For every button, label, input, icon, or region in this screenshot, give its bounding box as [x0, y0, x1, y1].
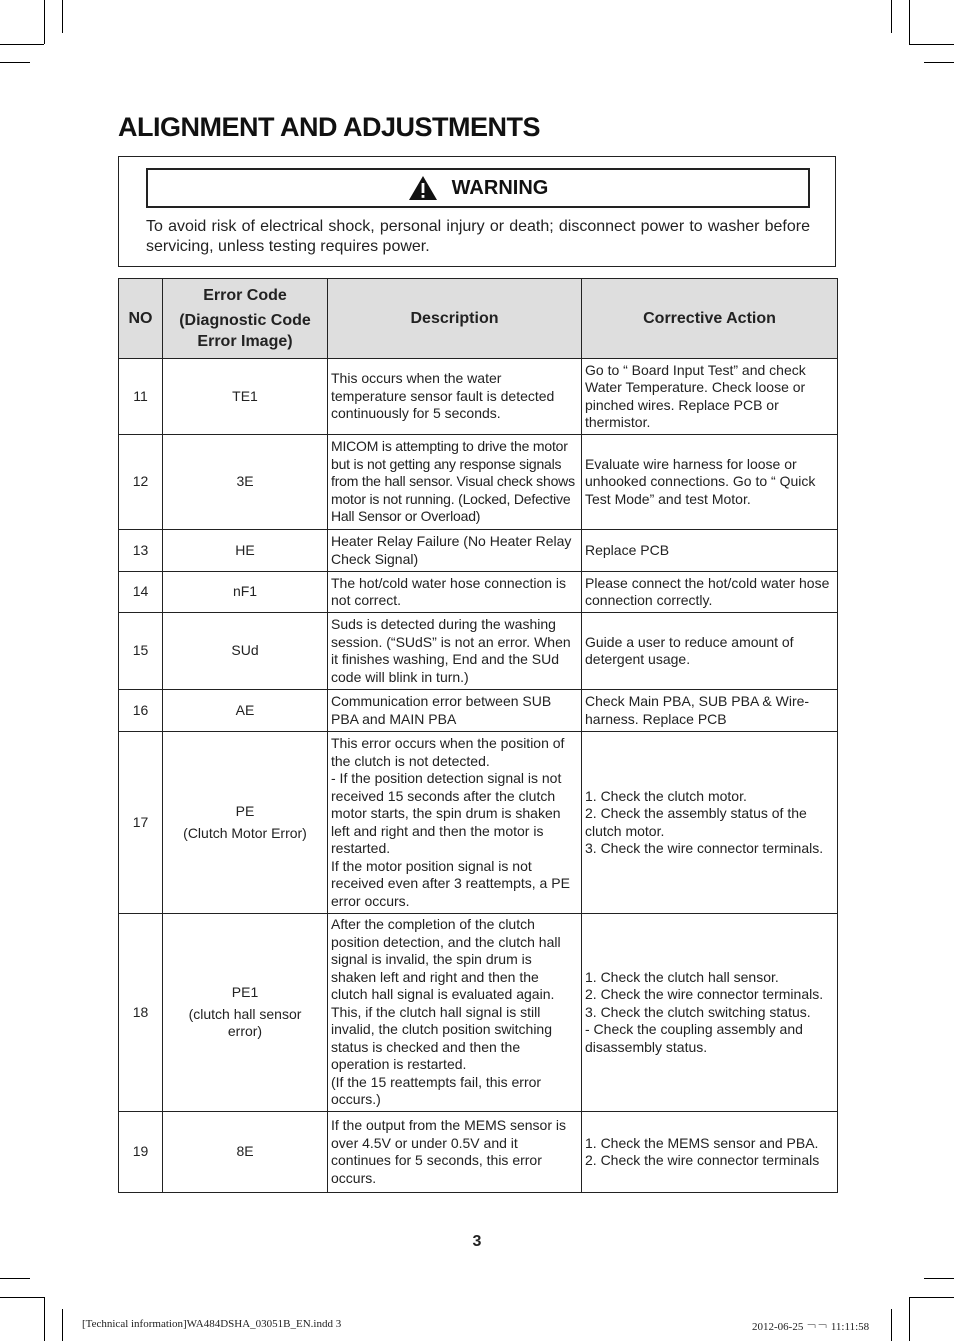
row-error-code: AE — [163, 690, 328, 732]
row-error-code-note: (clutch hall sensor error) — [188, 1005, 302, 1040]
row-no: 19 — [119, 1112, 163, 1193]
row-error-code: HE — [163, 530, 328, 572]
row-description: Heater Relay Failure (No Heater Relay Check Signal) — [328, 530, 582, 572]
row-corrective-action: Evaluate wire harness for loose or unhooked connections. Go to “ Quick Test Mode” and test Motor. — [582, 435, 838, 530]
table-row — [119, 530, 838, 572]
crop-mark — [0, 62, 30, 63]
row-error-code: 3E — [163, 435, 328, 530]
crop-mark — [62, 1309, 63, 1341]
table-row — [119, 572, 838, 613]
header-error-code-sub: (Diagnostic Code Error Image) — [179, 312, 311, 350]
crop-mark — [62, 0, 63, 33]
header-error-code — [163, 279, 328, 359]
header-description: Description — [328, 279, 582, 359]
warning-box — [118, 156, 836, 267]
row-error-code — [163, 914, 328, 1112]
warning-triangle-icon — [408, 175, 438, 201]
crop-mark — [44, 1297, 45, 1341]
row-description: This error occurs when the position of the clutch is not detected. - If the position detection signal is not received 15 seconds after the clutch motor starts, the spin drum is shaken left and right and then the motor is restarted. If the motor position signal is not received even after 3 reattempts, a PE error occurs. — [328, 732, 582, 914]
table-row — [119, 732, 838, 914]
warning-header — [146, 168, 810, 208]
crop-mark — [909, 1297, 954, 1298]
crop-mark — [0, 1278, 30, 1279]
row-description: If the output from the MEMS sensor is over 4.5V or under 0.5V and it continues for 5 seconds, this error occurs. — [328, 1112, 582, 1193]
row-corrective-action: Please connect the hot/cold water hose connection correctly. — [582, 572, 838, 613]
row-error-code: nF1 — [163, 572, 328, 613]
crop-mark — [909, 0, 910, 44]
error-code-table — [118, 278, 838, 1193]
table-header-row — [119, 279, 838, 359]
crop-mark — [891, 0, 892, 33]
crop-mark — [891, 1309, 892, 1341]
row-no: 12 — [119, 435, 163, 530]
row-description: The hot/cold water hose connection is not correct. — [328, 572, 582, 613]
header-corrective-action: Corrective Action — [582, 279, 838, 359]
row-error-code-value: PE — [235, 803, 255, 819]
table-row — [119, 690, 838, 732]
table-row — [119, 1112, 838, 1193]
row-error-code: TE1 — [163, 359, 328, 435]
row-description: Suds is detected during the washing session. (“SUdS” is not an error. When it finishes washing, End and the SUd code will blink in turn.) — [328, 613, 582, 690]
row-error-code — [163, 732, 328, 914]
row-corrective-action: 1. Check the clutch hall sensor. 2. Check the wire connector terminals. 3. Check the clutch switching status. - Check the coupling assembly and disassembly status. — [582, 914, 838, 1112]
footer-file-name: [Technical information]WA484DSHA_03051B_EN.indd 3 — [82, 1318, 342, 1330]
row-no: 16 — [119, 690, 163, 732]
row-no: 18 — [119, 914, 163, 1112]
row-description: This occurs when the water temperature sensor fault is detected continuously for 5 seconds. — [328, 359, 582, 435]
row-no: 17 — [119, 732, 163, 914]
row-corrective-action: Go to “ Board Input Test” and check Water Temperature. Check loose or pinched wires. Replace PCB or thermistor. — [582, 359, 838, 435]
row-description: MICOM is attempting to drive the motor but is not getting any response signals from the hall sensor. Visual check shows motor is not running. (Locked, Defective Hall Sensor or Overload) — [328, 435, 582, 530]
row-error-code-note: (Clutch Motor Error) — [183, 824, 307, 841]
warning-text: To avoid risk of electrical shock, personal injury or death; disconnect power to washer before servicing, unless testing requires power. — [146, 218, 810, 255]
row-no: 15 — [119, 613, 163, 690]
table-row — [119, 613, 838, 690]
crop-mark — [909, 1297, 910, 1341]
table-row — [119, 359, 838, 435]
table-row — [119, 914, 838, 1112]
row-no: 13 — [119, 530, 163, 572]
row-description: After the completion of the clutch position detection, and the clutch hall signal is invalid, the spin drum is shaken left and right and then the clutch hall signal is evaluated again. This, if the clutch hall signal is still invalid, the clutch position switching status is checked and then the operation is restarted. (If the 15 reattempts fail, this error occurs.) — [328, 914, 582, 1112]
crop-mark — [909, 44, 954, 45]
header-error-code-main: Error Code — [203, 287, 287, 304]
row-description: Communication error between SUB PBA and MAIN PBA — [328, 690, 582, 732]
crop-mark — [0, 1297, 44, 1298]
row-error-code-value: PE1 — [231, 984, 259, 1001]
row-no: 11 — [119, 359, 163, 435]
crop-mark — [924, 1278, 954, 1279]
row-error-code: 8E — [163, 1112, 328, 1193]
crop-mark — [44, 0, 45, 44]
warning-label: WARNING — [451, 176, 549, 199]
row-error-code: SUd — [163, 613, 328, 690]
row-corrective-action: 1. Check the MEMS sensor and PBA. 2. Check the wire connector terminals — [582, 1112, 838, 1193]
crop-mark — [0, 44, 44, 45]
row-corrective-action: Guide a user to reduce amount of detergent usage. — [582, 613, 838, 690]
page-number: 3 — [472, 1233, 482, 1250]
row-corrective-action: 1. Check the clutch motor. 2. Check the assembly status of the clutch motor. 3. Check the wire connector terminals. — [582, 732, 838, 914]
row-no: 14 — [119, 572, 163, 613]
crop-mark — [924, 62, 954, 63]
footer-timestamp: 2012-06-25 ￢￢ 11:11:58 — [752, 1321, 870, 1333]
row-corrective-action: Replace PCB — [582, 530, 838, 572]
table-row — [119, 435, 838, 530]
header-no: NO — [119, 279, 163, 359]
page-title: ALIGNMENT AND ADJUSTMENTS — [118, 112, 540, 142]
row-corrective-action: Check Main PBA, SUB PBA & Wire-harness. Replace PCB — [582, 690, 838, 732]
